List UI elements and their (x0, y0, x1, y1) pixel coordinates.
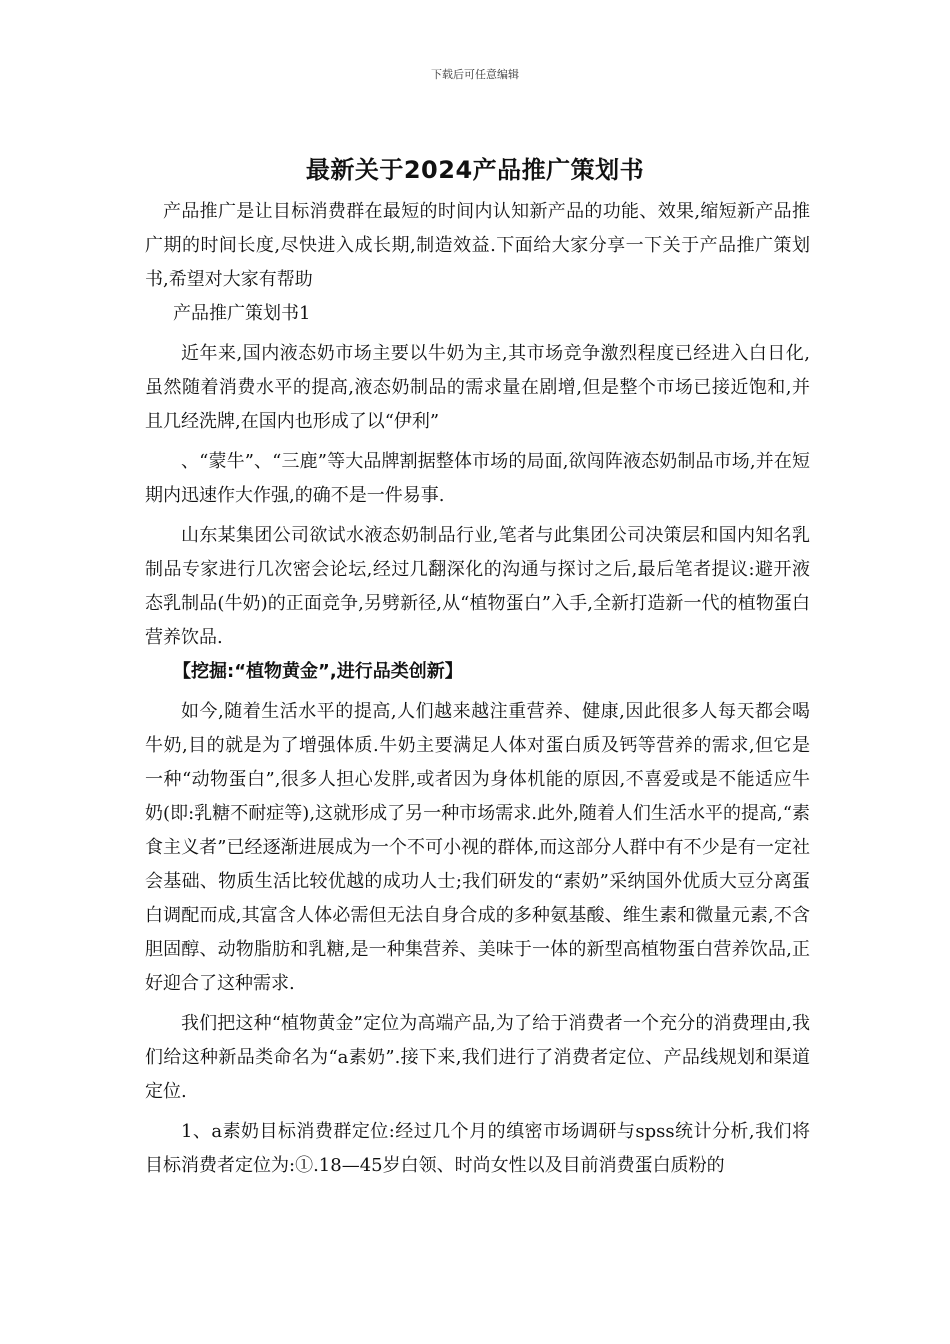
paragraph-company-proposal: 山东某集团公司欲试水液态奶制品行业,笔者与此集团公司决策层和国内知名乳制品专家进行几次密会论坛,经过几翻深化的沟通与探讨之后,最后笔者提议:避开液态乳制品(牛奶)的正面竞争,另劈新径,从“植物蛋白”入手,全新打造新一代的植物蛋白营养饮品. (145, 525, 810, 648)
paragraph-market-background: 近年来,国内液态奶市场主要以牛奶为主,其市场竞争激烈程度已经进入白日化,虽然随着消费水平的提高,液态奶制品的需求量在剧增,但是整个市场已接近饱和,并且几经洗牌,在国内也形成了以“伊利” (145, 343, 810, 432)
header-note: 下载后可任意编辑 (431, 68, 519, 81)
paragraph-target-consumers: 1、a素奶目标消费群定位:经过几个月的缜密市场调研与spss统计分析,我们将目标消费者定位为:①.18—45岁白领、时尚女性以及目前消费蛋白质粉的 (145, 1121, 810, 1176)
paragraph-positioning: 我们把这种“植物黄金”定位为高端产品,为了给于消费者一个充分的消费理由,我们给这种新品类命名为“a素奶”.接下来,我们进行了消费者定位、产品线规划和渠道定位. (145, 1013, 810, 1102)
paragraph-brand-landscape: 、“蒙牛”、“三鹿”等大品牌割据整体市场的局面,欲闯阵液态奶制品市场,并在短期内迅速作大作强,的确不是一件易事. (145, 451, 810, 506)
document-title: 最新关于2024产品推广策划书 (305, 156, 645, 184)
intro-paragraph: 产品推广是让目标消费群在最短的时间内认知新产品的功能、效果,缩短新产品推广期的时间长度,尽快进入成长期,制造效益.下面给大家分享一下关于产品推广策划书,希望对大家有帮助 (145, 201, 810, 290)
section-heading: 产品推广策划书1 (173, 303, 311, 324)
paragraph-market-demand: 如今,随着生活水平的提高,人们越来越注重营养、健康,因此很多人每天都会喝牛奶,目的就是为了增强体质.牛奶主要满足人体对蛋白质及钙等营养的需求,但它是一种“动物蛋白”,很多人担心发胖,或者因为身体机能的原因,不喜爱或是不能适应牛奶(即:乳糖不耐症等),这就形成了另一种市场需求.此外,随着人们生活水平的提高,“素食主义者”已经逐渐进展成为一个不可小视的群体,而这部分人群中有不少是有一定社会基础、物质生活比较优越的成功人士;我们研发的“素奶”采纳国外优质大豆分离蛋白调配而成,其富含人体必需但无法自身合成的多种氨基酸、维生素和微量元素,不含胆固醇、动物脂肪和乳糖,是一种集营养、美味于一体的新型高植物蛋白营养饮品,正好迎合了这种需求. (145, 701, 810, 994)
bracket-heading: 【挖掘:“植物黄金”,进行品类创新】 (173, 661, 463, 682)
document-body (145, 195, 810, 1183)
